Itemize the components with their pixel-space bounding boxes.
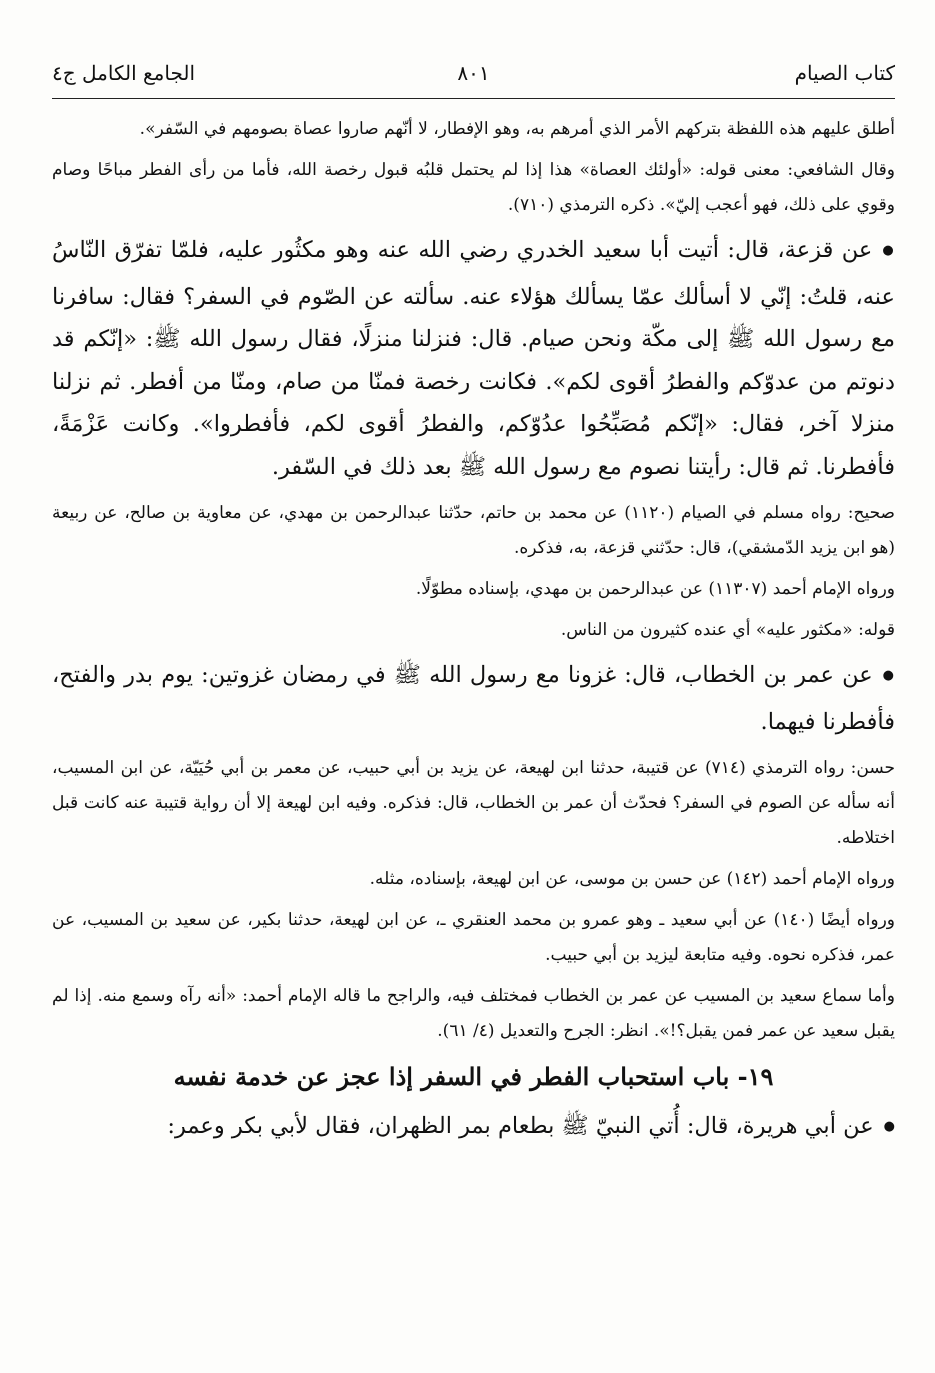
- page-header: [52, 58, 895, 98]
- chapter-heading: ١٩- باب استحباب الفطر في السفر إذا عجز عن خدمة نفسه: [173, 1062, 774, 1091]
- page-number: ٨٠١: [457, 61, 490, 85]
- takhrij-paragraph: ورواه أيضًا (١٤٠) عن أبي سعيد ـ وهو عمرو بن محمد العنقري ـ، عن ابن لهيعة، حدثنا بكير، عن سعيد بن المسيب، عن عمر، فذكره نحوه. وفيه متابعة ليزيد بن أبي حبيب.: [52, 910, 896, 965]
- takhrij-paragraph: حسن: رواه الترمذي (٧١٤) عن قتيبة، حدثنا ابن لهيعة، عن يزيد بن أبي حبيب، عن معمر بن أبي حُيَيّة، عن ابن المسيب، أنه سأله عن الصوم في السفر؟ فحدّث أن عمر بن الخطاب، قال: فذكره. وفيه ابن لهيعة إلا أن رواية قتيبة عنه كانت قبل اختلاطه.: [52, 758, 896, 848]
- takhrij-paragraph: صحيح: رواه مسلم في الصيام (١١٢٠) عن محمد بن حاتم، حدّثنا عبدالرحمن بن مهدي، عن معاوية بن صالح، عن ربيعة (هو ابن يزيد الدّمشقي)، قال: حدّثني قزعة، به، فذكره.: [52, 503, 895, 558]
- commentary-paragraph: وأما سماع سعيد بن المسيب عن عمر بن الخطاب فمختلف فيه، والراجح ما قاله الإمام أحمد: «أنه رآه وسمع منه. إذا لم يقبل سعيد عن عمر فمن يقبل؟!». انظر: الجرح والتعديل (٤/ ٦١).: [52, 986, 895, 1041]
- commentary-paragraph: وقال الشافعي: معنى قوله: «أولئك العصاة» هذا إذا لم يحتمل قلبُه قبول رخصة الله، فأما من رأى الفطر مباحًا وصام وقوي على ذلك، فهو أعجب إليّ». ذكره الترمذي (٧١٠).: [52, 160, 895, 215]
- running-title: الجامع الكامل ج٤: [52, 61, 196, 85]
- takhrij-paragraph: ورواه الإمام أحمد (١١٣٠٧) عن عبدالرحمن بن مهدي، بإسناده مطوّلًا.: [415, 579, 895, 599]
- commentary-paragraph: أطلق عليهم هذه اللفظة بتركهم الأمر الذي أمرهم به، وهو الإفطار، لا أنّهم صاروا عصاة بصومهم في السّفر».: [139, 119, 895, 139]
- book-title: كتاب الصيام: [794, 61, 895, 85]
- hadith-paragraph: ● عن قزعة، قال: أتيت أبا سعيد الخدري رضي الله عنه وهو مكثُور عليه، فلمّا تفرّق النّاسُ عنه، قلتُ: إنّي لا أسألك عمّا يسألك هؤلاء عنه. سألته عن الصّوم في السفر؟ فقال: سافرنا مع رسول الله ﷺ إلى مكّة ونحن صيام. قال: فنزلنا منزلًا، فقال رسول الله ﷺ: «إنّكم قد دنوتم من عدوّكم والفطرُ أقوى لكم». فكانت رخصة فمنّا من صام، ومنّا من أفطر. ثم نزلنا منزلا آخر، فقال: «إنّكم مُصَبِّحُوا عدُوّكم، والفطرُ أقوى لكم، فأفطروا». وكانت عَزْمَةً، فأفطرنا. ثم قال: رأيتنا نصوم مع رسول الله ﷺ بعد ذلك في السّفر.: [52, 229, 895, 488]
- header-rule: [52, 98, 895, 99]
- takhrij-paragraph: ورواه الإمام أحمد (١٤٢) عن حسن بن موسى، عن ابن لهيعة، بإسناده، مثله.: [369, 869, 895, 889]
- page-body: [52, 112, 895, 1160]
- hadith-paragraph: ● عن أبي هريرة، قال: أُتي النبيّ ﷺ بطعام بمر الظهران، فقال لأبي بكر وعمر:: [52, 1105, 895, 1152]
- commentary-paragraph: قوله: «مكثور عليه» أي عنده كثيرون من الناس.: [560, 620, 895, 640]
- hadith-paragraph: ● عن عمر بن الخطاب، قال: غزونا مع رسول الله ﷺ في رمضان غزوتين: يوم بدر والفتح، فأفطرنا فيهما.: [52, 654, 895, 743]
